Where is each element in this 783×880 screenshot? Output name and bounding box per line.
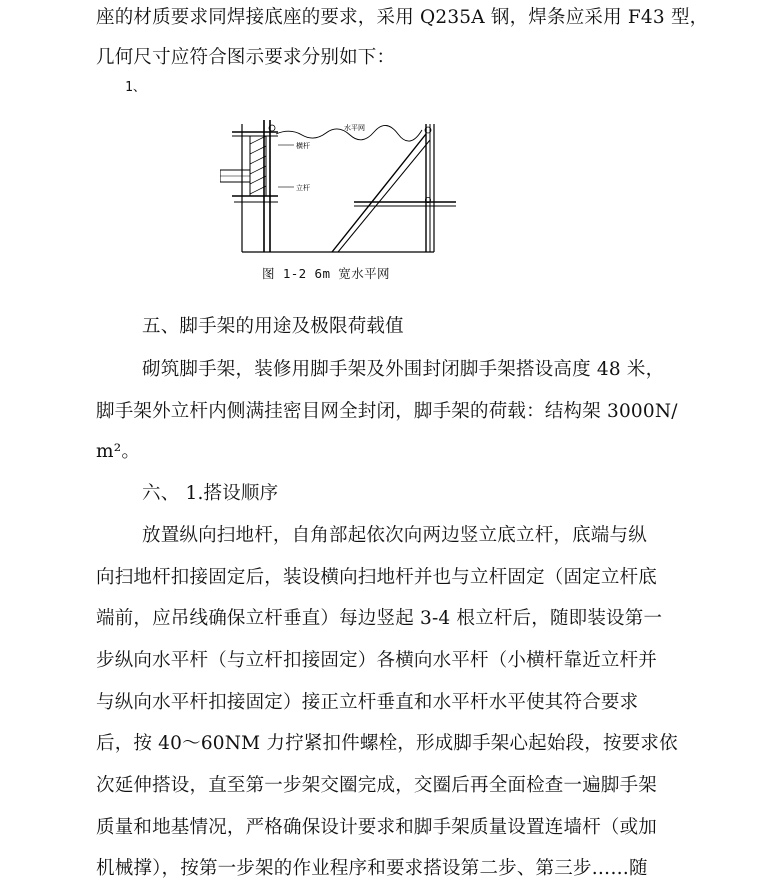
- label-cross-bar: 横杆: [296, 142, 310, 150]
- paragraph-line: 座的材质要求同焊接底座的要求，采用 Q235A 钢，焊条应采用 F43 型，: [96, 7, 709, 28]
- paragraph-line: 步纵向水平杆（与立杆扣接固定）各横向水平杆（小横杆靠近立杆并: [96, 650, 658, 671]
- paragraph-line: 砌筑脚手架，装修用脚手架及外围封闭脚手架搭设高度 48 米，: [142, 359, 665, 380]
- figure-caption: 图 1-2 6m 宽水平网: [262, 266, 390, 281]
- paragraph-line: 几何尺寸应符合图示要求分别如下：: [96, 47, 396, 68]
- paragraph-line: 端前，应吊线确保立杆垂直）每边竖起 3-4 根立杆后，随即装设第一: [96, 608, 663, 629]
- section-heading: 五、脚手架的用途及极限荷载值: [142, 316, 404, 337]
- paragraph-line: 向扫地杆扣接固定后，装设横向扫地杆并也与立杆固定（固定立杆底: [96, 567, 658, 588]
- paragraph-line: 机械撑），按第一步架的作业程序和要求搭设第二步、第三步……随: [96, 858, 648, 879]
- paragraph-line: 与纵向水平杆扣接固定）接正立杆垂直和水平杆水平使其符合要求: [96, 692, 639, 713]
- label-upright: 立杆: [296, 184, 310, 192]
- section-heading: 六、 1.搭设顺序: [142, 483, 279, 504]
- scaffold-net-figure: [220, 116, 470, 258]
- diagonal-brace: [332, 134, 426, 252]
- paragraph-line: m²。: [96, 441, 141, 462]
- paragraph-line: 次延伸搭设，直至第一步架交圈完成，交圈后再全面检查一遍脚手架: [96, 775, 658, 796]
- label-net: 水平网: [344, 124, 365, 132]
- paragraph-line: 后，按 40～60NM 力拧紧扣件螺栓，形成脚手架心起始段，按要求依: [96, 733, 678, 754]
- paragraph-line: 质量和地基情况，严格确保设计要求和脚手架质量设置连墙杆（或加: [96, 817, 658, 838]
- figure-index: 1、: [125, 80, 146, 95]
- paragraph-line: 放置纵向扫地杆，自角部起依次向两边竖立底立杆，底端与纵: [142, 525, 647, 546]
- paragraph-line: 脚手架外立杆内侧满挂密目网全封闭，脚手架的荷载：结构架 3000N/: [96, 401, 678, 422]
